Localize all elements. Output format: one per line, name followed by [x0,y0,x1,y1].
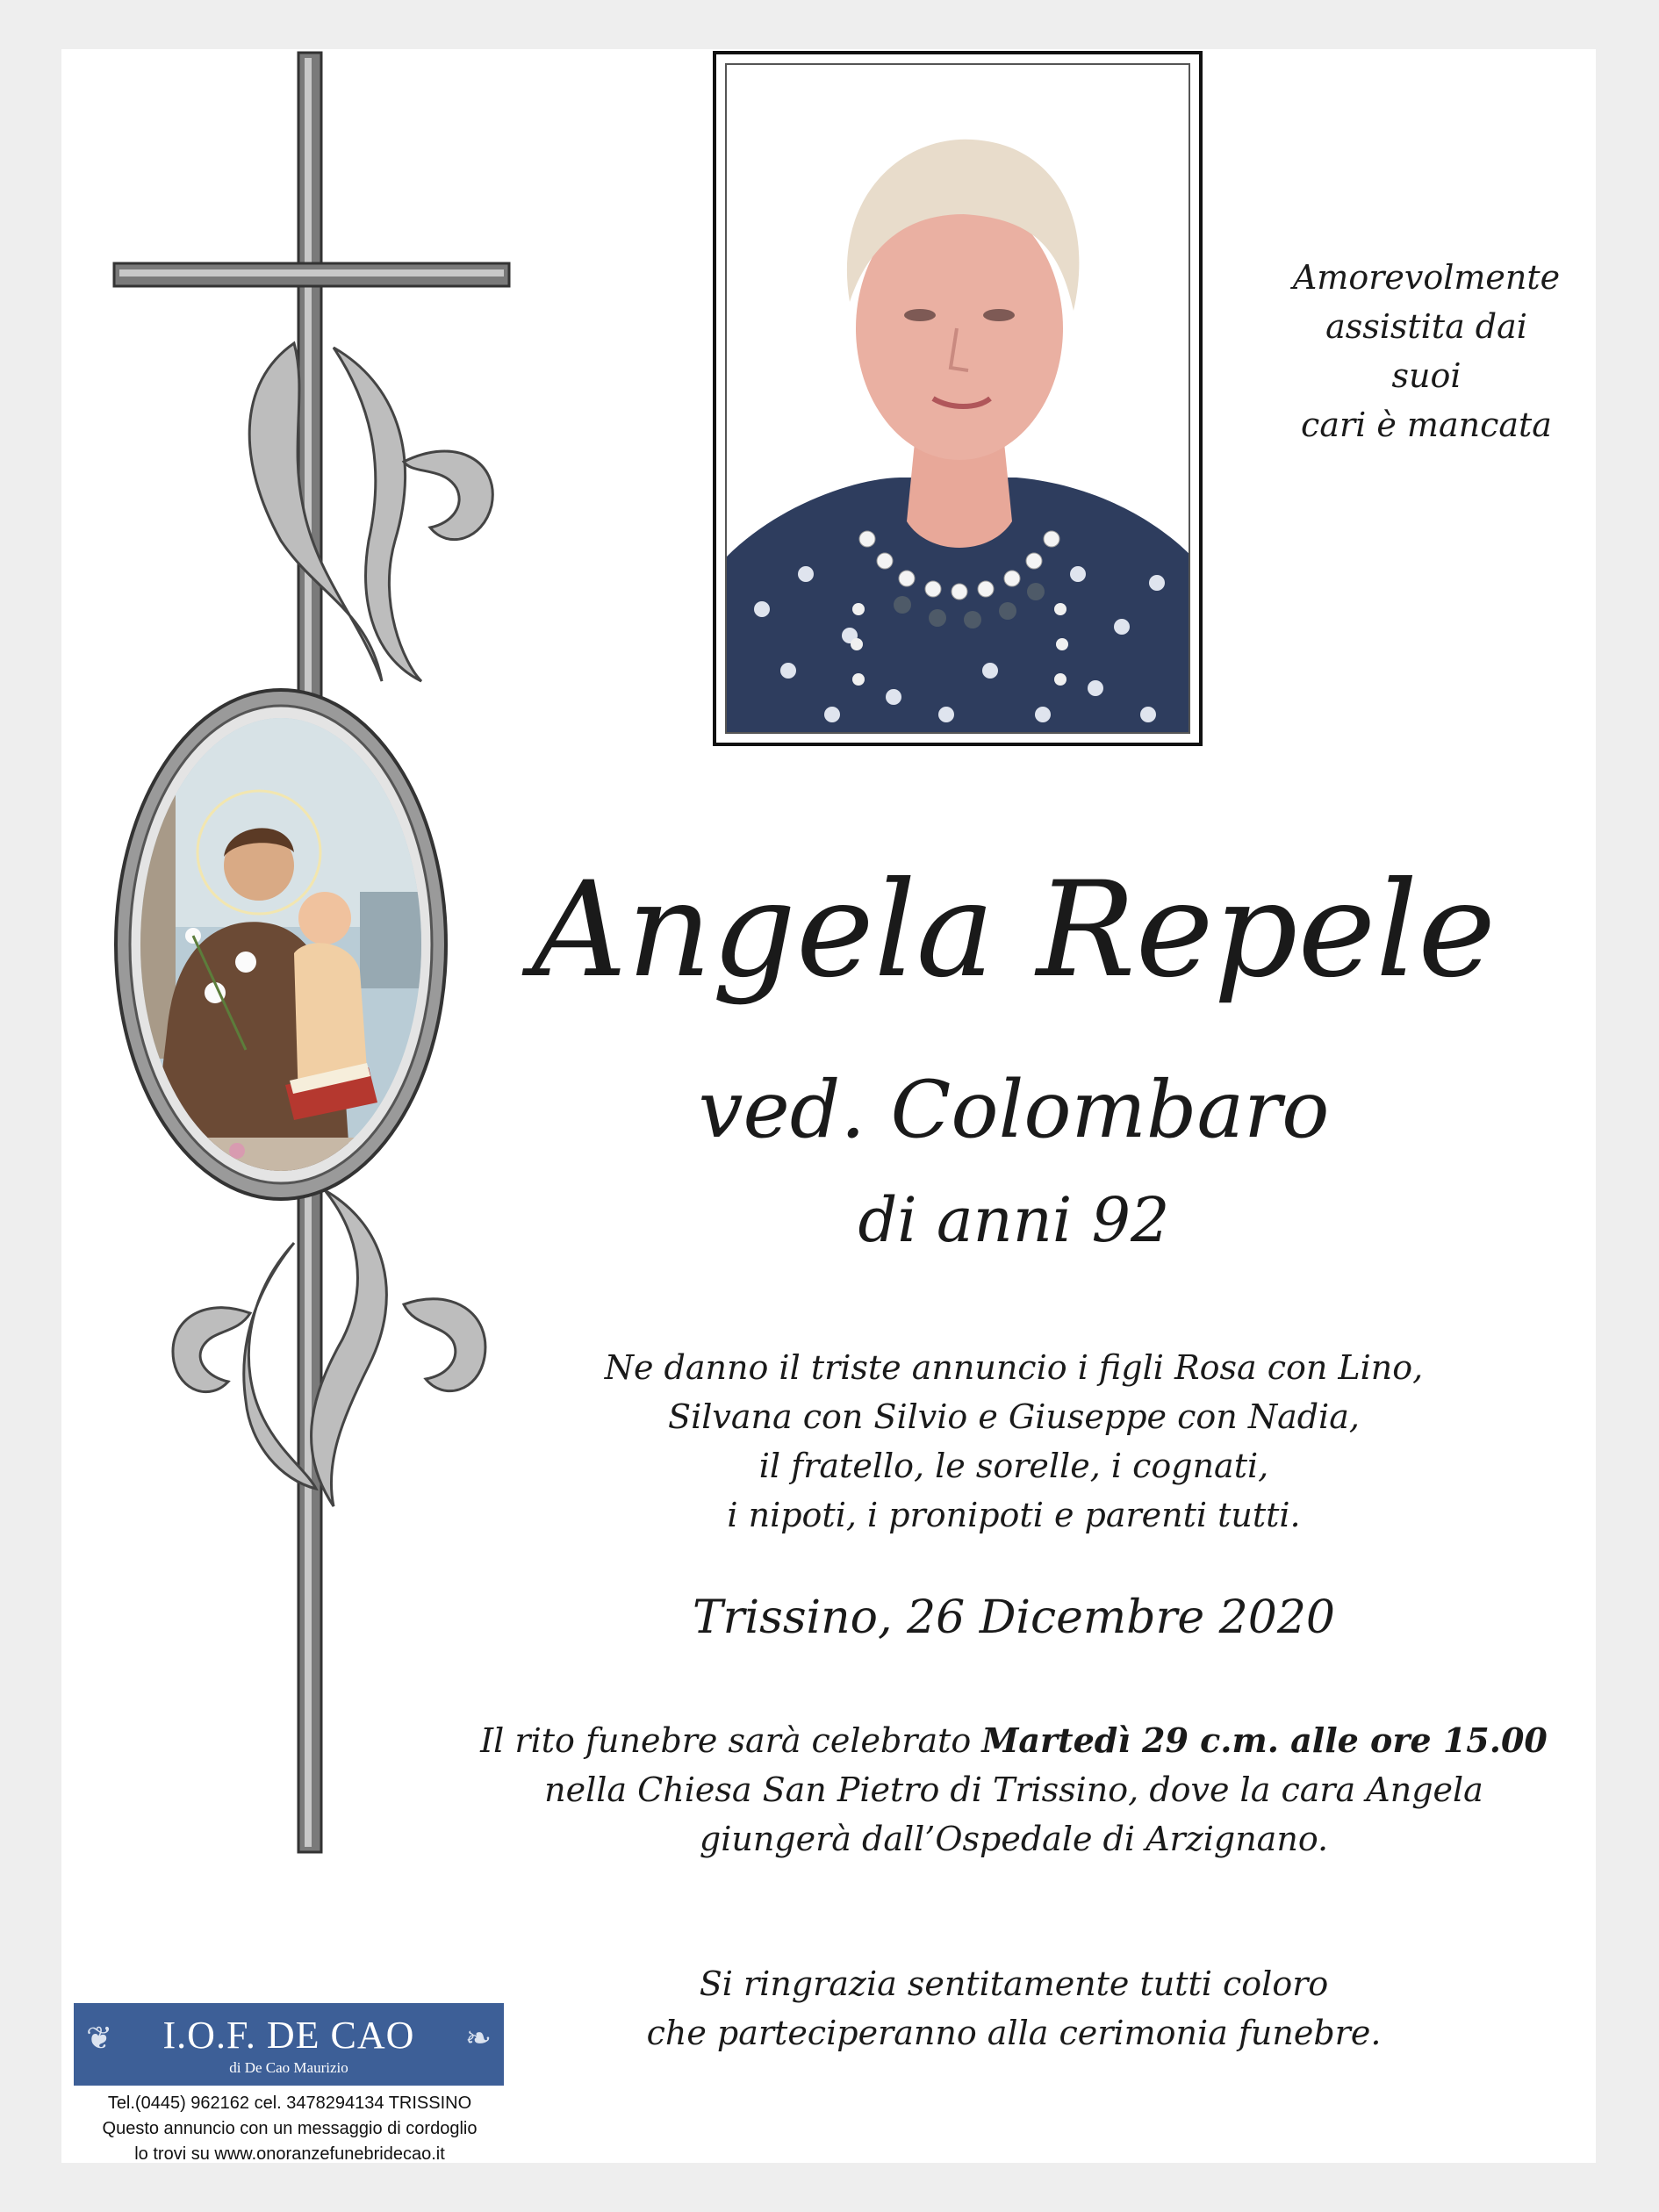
widow-of: ved. Colombaro [698,1064,1330,1156]
deceased-name: Angela Repele [531,854,1497,1007]
announcement-line: il fratello, le sorelle, i cognati, [758,1447,1269,1485]
portrait-photo [725,63,1190,734]
portrait-frame [713,51,1203,746]
agency-contact [70,2091,509,2167]
agency-logo [74,2003,504,2086]
place-date: Trissino, 26 Dicembre 2020 [692,1591,1336,1644]
age: di anni 92 [858,1184,1170,1256]
intro-line: assistita dai suoi [1325,307,1527,395]
agency-name: I.O.F. DE CAO [162,2014,415,2057]
rite-line-3: giungerà dall’Ospedale di Arzignano. [699,1820,1329,1858]
intro-line: Amorevolmente [1292,258,1561,297]
rite-line-1 [439,1716,1589,1765]
contact-line: Tel.(0445) 962162 cel. 3478294134 TRISSINO [107,2094,472,2113]
rite-datetime: Martedì 29 c.m. alle ore 15.00 [981,1720,1548,1760]
intro-line: cari è mancata [1301,406,1552,444]
rite-line-2: nella Chiesa San Pietro di Trissino, dove la cara Angela [544,1770,1483,1809]
leaf-ornament-top [249,343,492,681]
swirl-right-icon: ❧ [464,2021,492,2057]
announcement [492,1343,1536,1540]
agency-owner: di De Cao Maurizio [229,2059,348,2076]
cross-ornament [105,49,518,1857]
announcement-line: Silvana con Silvio e Giuseppe con Nadia, [668,1397,1360,1436]
swirl-left-icon: ❦ [86,2021,113,2057]
note-line: Questo annuncio con un messaggio di cordoglio [102,2119,478,2138]
funeral-rite [439,1716,1589,1864]
rite-prefix: Il rito funebre sarà celebrato [480,1721,982,1760]
leaf-ornament-bottom [173,1190,485,1506]
announcement-line: Ne danno il triste annuncio i figli Rosa con Lino, [604,1348,1424,1387]
thanks [492,1959,1536,2058]
thanks-line: Si ringrazia sentitamente tutti coloro [699,1964,1329,2003]
intro-text [1290,253,1562,449]
thanks-line: che parteciperanno alla cerimonia funebre. [646,2014,1382,2052]
website-link[interactable]: lo trovi su www.onoranzefunebridecao.it [134,2144,445,2164]
announcement-line: i nipoti, i pronipoti e parenti tutti. [727,1496,1301,1534]
